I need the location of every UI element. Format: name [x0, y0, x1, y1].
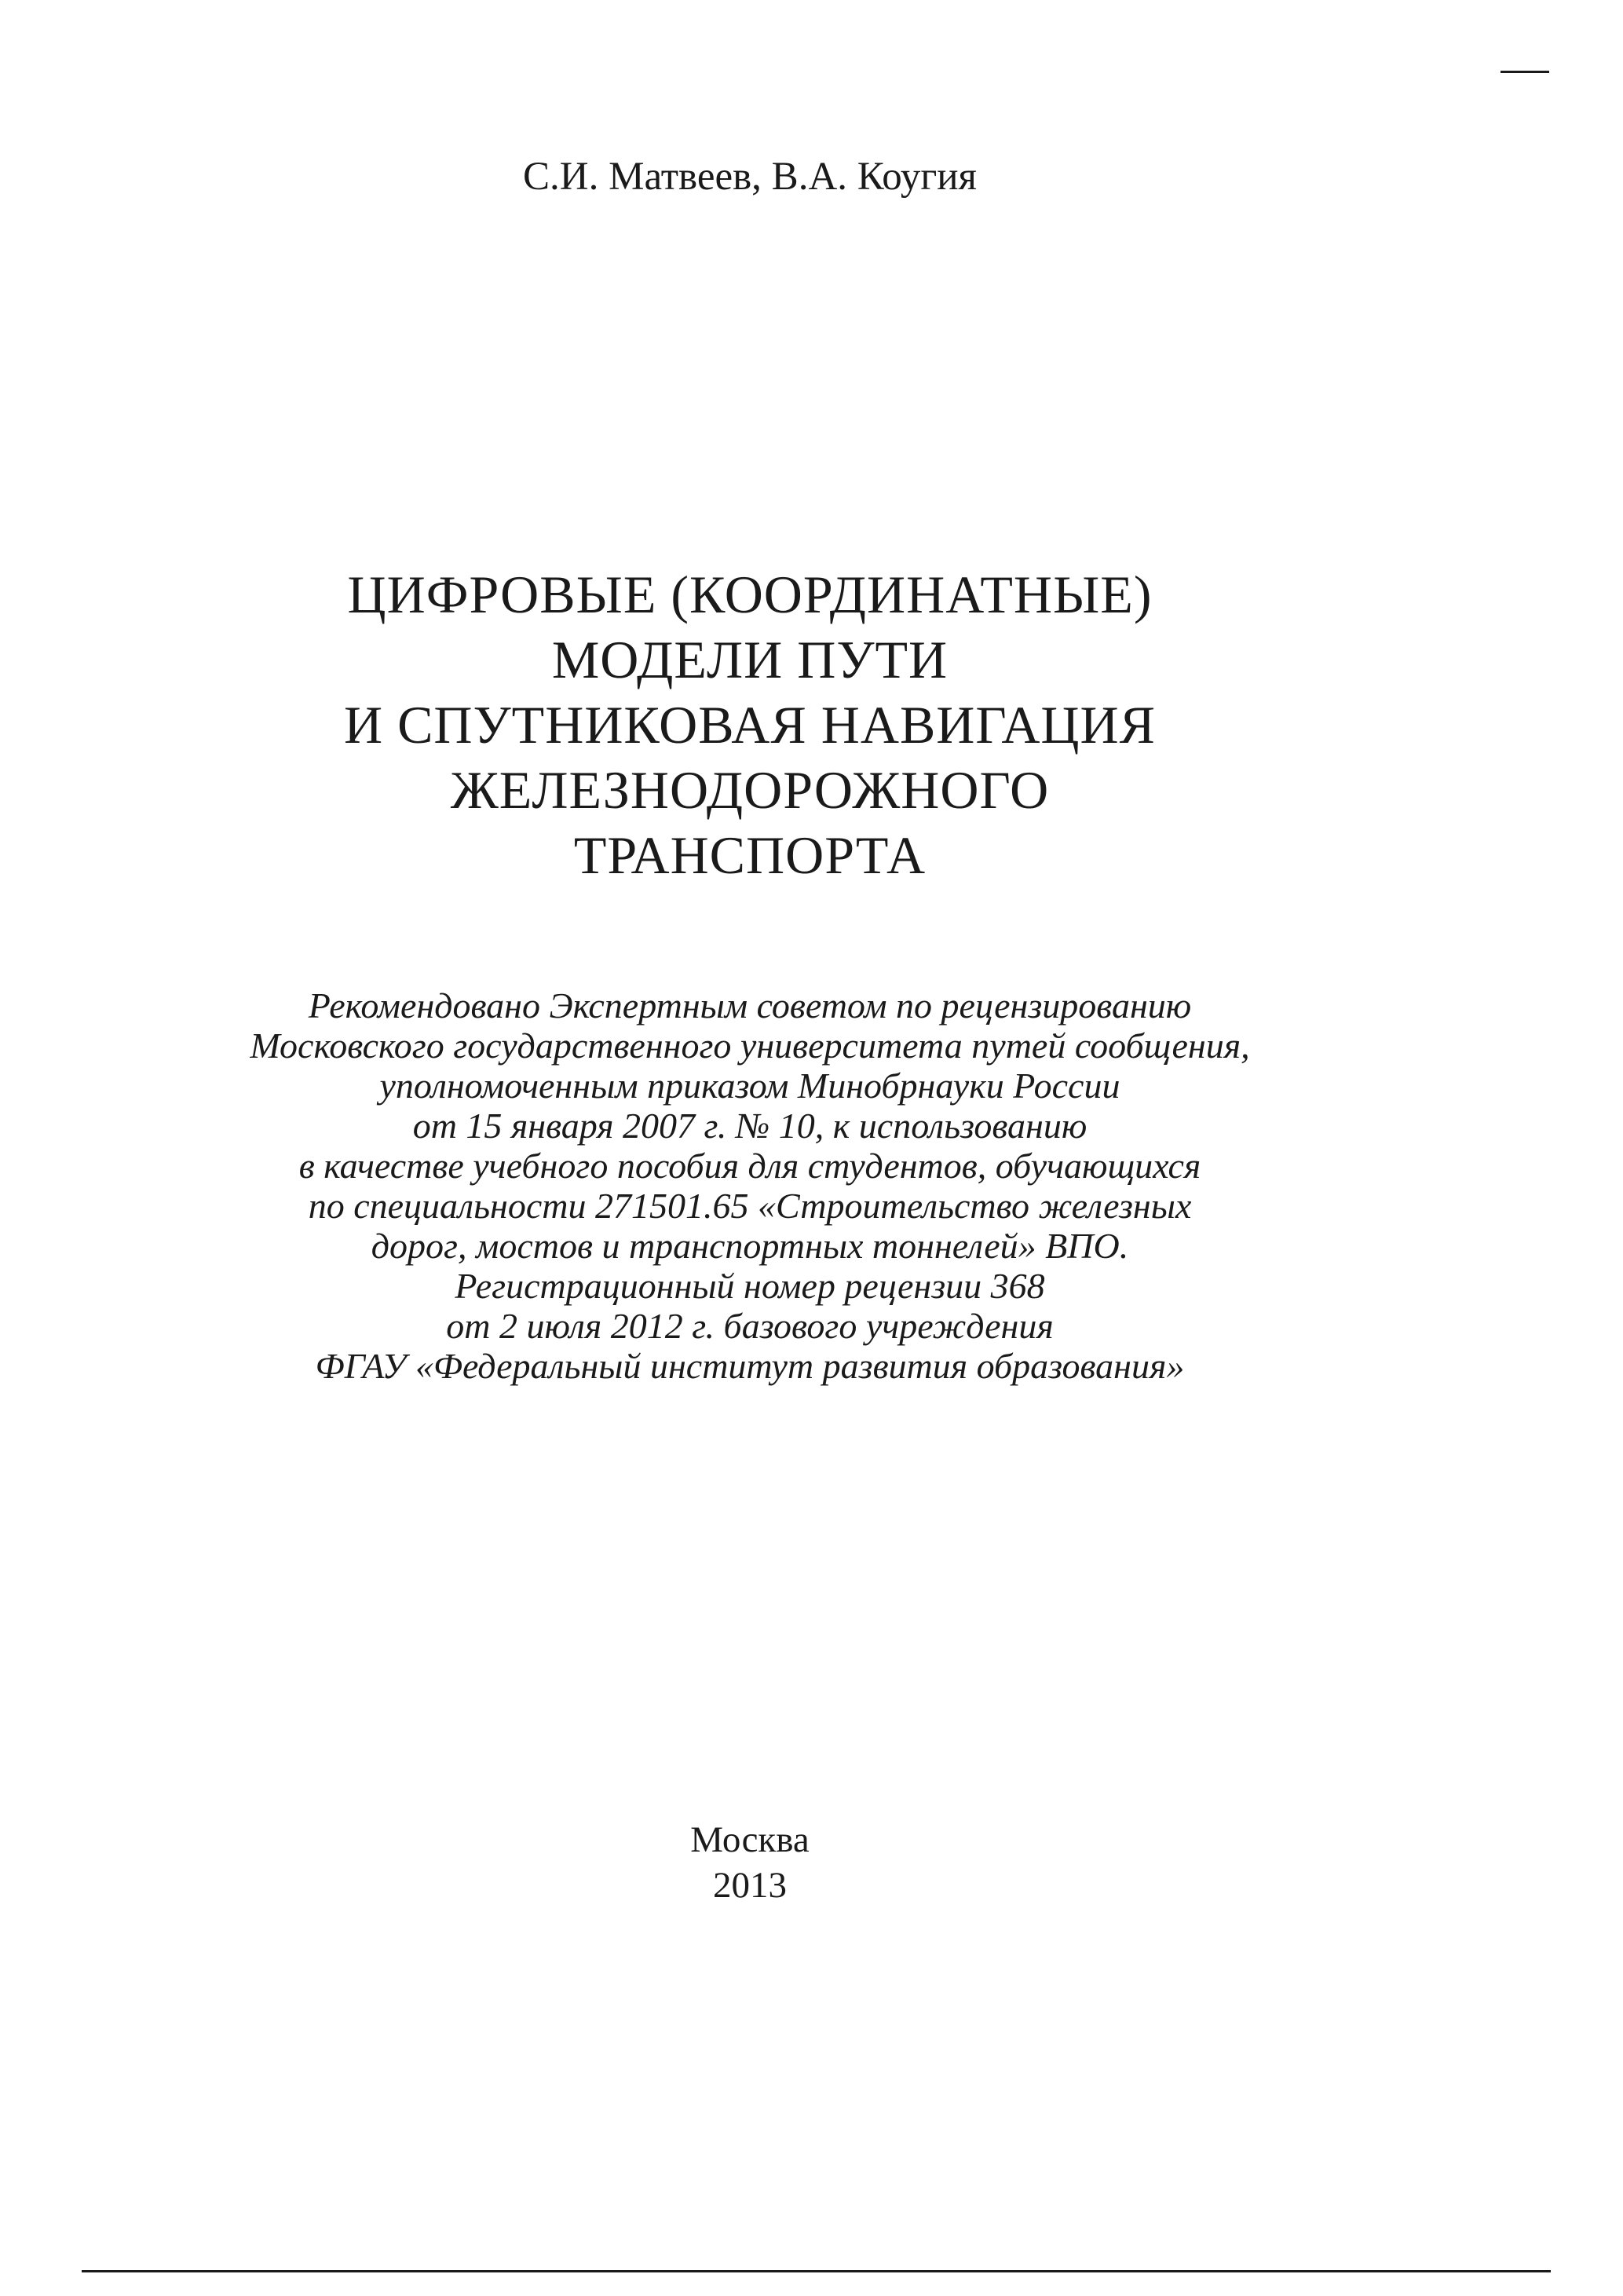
title-line: ЦИФРОВЫЕ (КООРДИНАТНЫЕ): [347, 565, 1153, 624]
recommendation-line: по специальности 271501.65 «Строительство железных: [308, 1186, 1192, 1226]
bottom-rule: [82, 2270, 1551, 2272]
title-line: МОДЕЛИ ПУТИ: [551, 630, 949, 689]
recommendation-line: Рекомендовано Экспертным советом по рецензированию: [308, 985, 1192, 1026]
book-title: [0, 562, 1500, 888]
title-line: ТРАНСПОРТА: [573, 825, 927, 885]
imprint-city: Москва: [690, 1819, 810, 1860]
authors: С.И. Матвеев, В.А. Коугия: [523, 155, 977, 199]
recommendation-line: Московского государственного университета путей сообщения,: [250, 1026, 1250, 1066]
recommendation-line: уполномоченным приказом Минобрнауки России: [379, 1066, 1120, 1106]
recommendation-line: ФГАУ «Федеральный институт развития образования»: [315, 1346, 1185, 1386]
recommendation-line: от 15 января 2007 г. № 10, к использованию: [412, 1106, 1087, 1146]
imprint-year: 2013: [713, 1865, 787, 1906]
corner-dash: [1501, 71, 1549, 73]
recommendation-line: в качестве учебного пособия для студентов, обучающихся: [298, 1146, 1201, 1186]
recommendation-line: дорог, мостов и транспортных тоннелей» ВПО.: [371, 1226, 1129, 1266]
recommendation-line: от 2 июля 2012 г. базового учреждения: [446, 1306, 1054, 1346]
title-line: И СПУТНИКОВАЯ НАВИГАЦИЯ: [343, 695, 1157, 755]
title-line: ЖЕЛЕЗНОДОРОЖНОГО: [450, 760, 1050, 820]
recommendation-line: Регистрационный номер рецензии 368: [455, 1266, 1045, 1306]
imprint: [0, 1817, 1500, 1908]
recommendation-block: [0, 985, 1500, 1386]
